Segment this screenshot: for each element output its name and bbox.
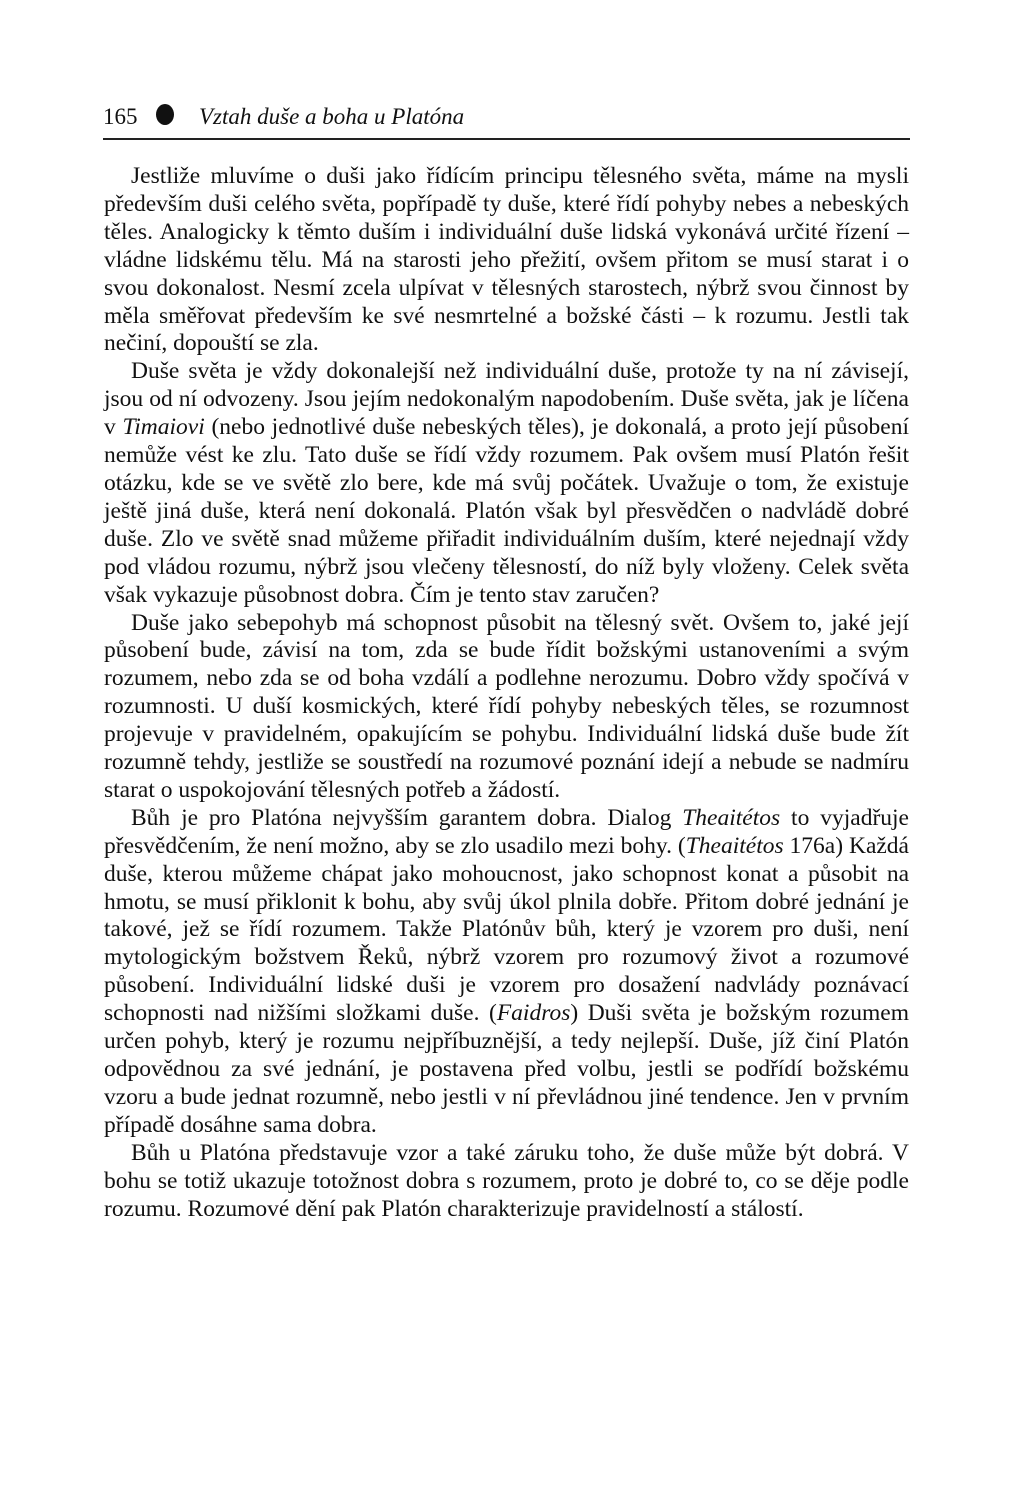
running-title: Vztah duše a boha u Platóna — [199, 104, 465, 129]
text-run: Bůh u Platóna představuje vzor a také záruku toho, že duše může být dobrá. V bohu se totiž ukazuje totožnost dobra s rozumem, proto je dobré to, co se děje podle rozumu. Rozumové dění pak Platón charakterizuje pravidelností a stálostí. — [104, 1139, 909, 1222]
text-run: Duše jako sebepohyb má schopnost působit na tělesný svět. Ovšem to, jaké její působení bude, závisí na tom, zda se bude řídit božskými ustanoveními a svým rozumem, nebo zda se od boha vzdálí a podlehne nerozumu. Dobro vždy spočívá v rozumnosti. U duší kosmických, které řídí pohyby nebeských těles, se rozumnost projevuje v pravidelném, opakujícím se pohybu. Individuální lidská duše bude žít rozumně tehdy, jestliže se soustředí na rozumové poznání idejí a nebude se nadmíru starat o uspokojování tělesných potřeb a žádostí. — [104, 609, 909, 803]
paragraph — [104, 610, 909, 805]
page-header — [103, 96, 913, 136]
body-text — [104, 163, 909, 1223]
italic-title: Theaitétos — [685, 832, 784, 859]
bullet-dot-icon — [156, 104, 174, 125]
header-rule — [103, 138, 910, 140]
italic-title: Faidros — [496, 1000, 571, 1027]
paragraph — [104, 358, 909, 609]
italic-title: Timaiovi — [122, 414, 205, 441]
text-run: Bůh je pro Platóna nejvyšším garantem dobra. Dialog — [131, 804, 683, 831]
paragraph — [104, 163, 909, 358]
text-run: 176a) Každá duše, kterou můžeme chápat jako mohoucnost, jako schopnost konat a působit na hmotu, se musí přiklonit k bohu, aby svůj úkol plnila dobře. Přitom dobré jednání je takové, jež se řídí rozumem. Takže Platónův bůh, který je vzorem pro duši, není mytologickým božstvem Řeků, nýbrž vzorem pro rozumový život a rozumové působení. Individuální lidské duši je vzorem pro dosažení nadvlády poznávací schopnosti nad nižšími složkami duše. ( — [104, 832, 909, 1027]
paragraph — [104, 1140, 909, 1224]
text-run: Jestliže mluvíme o duši jako řídícím principu tělesného světa, máme na mysli především duši celého světa, popřípadě ty duše, které řídí pohyby nebes a nebeských těles. Analogicky k těmto duším i individuální duše lidská vykonává určité řízení – vládne lidskému tělu. Má na starosti jeho přežití, ovšem přitom se musí starat i o svou dokonalost. Nesmí zcela ulpívat v tělesných starostech, nýbrž svou činnost by měla směřovat především ke své nesmrtelné a božské části – k rozumu. Jestli tak nečiní, dopouští se zla. — [104, 163, 909, 357]
text-run: ) Duši světa je božským rozumem určen pohyb, který je rozumu nejpříbuznější, a tedy nejlepší. Duše, jíž činí Platón odpovědnou za své jednání, je postavena před volbu, jestli se podřídí božskému vzoru a bude jednat rozumně, nebo jestli v ní převládnou jiné tendence. Jen v prvním případě dosáhne sama dobra. — [104, 1000, 909, 1138]
italic-title: Theaitétos — [682, 804, 781, 831]
text-run: to vyjadřuje přesvědčením, že není možno, aby se zlo usadilo mezi bohy. ( — [104, 804, 909, 859]
text-run: (nebo jednotlivé duše nebeských těles), je dokonalá, a proto její působení nemůže vést ke zlu. Tato duše se řídí vždy rozumem. Pak ovšem musí Platón řešit otázku, kde se ve světě zlo bere, kde má svůj počátek. Uvažuje o tom, že existuje ještě jiná duše, která není dokonalá. Platón však byl přesvědčen o nadvládě dobré duše. Zlo ve světě snad můžeme přiřadit individuálním duším, které nejednají vždy pod vládou rozumu, nýbrž jsou vlečeny tělesností, do níž byly vloženy. Celek světa však vykazuje působnost dobra. Čím je tento stav zaručen? — [104, 414, 909, 608]
paragraph — [104, 805, 909, 1140]
text-run: Duše světa je vždy dokonalejší než individuální duše, protože ty na ní závisejí, jsou od ní odvozeny. Jsou jejím nedokonalým napodobením. Duše světa, jak je líčena v — [104, 358, 909, 441]
page-number: 165 — [103, 104, 138, 129]
